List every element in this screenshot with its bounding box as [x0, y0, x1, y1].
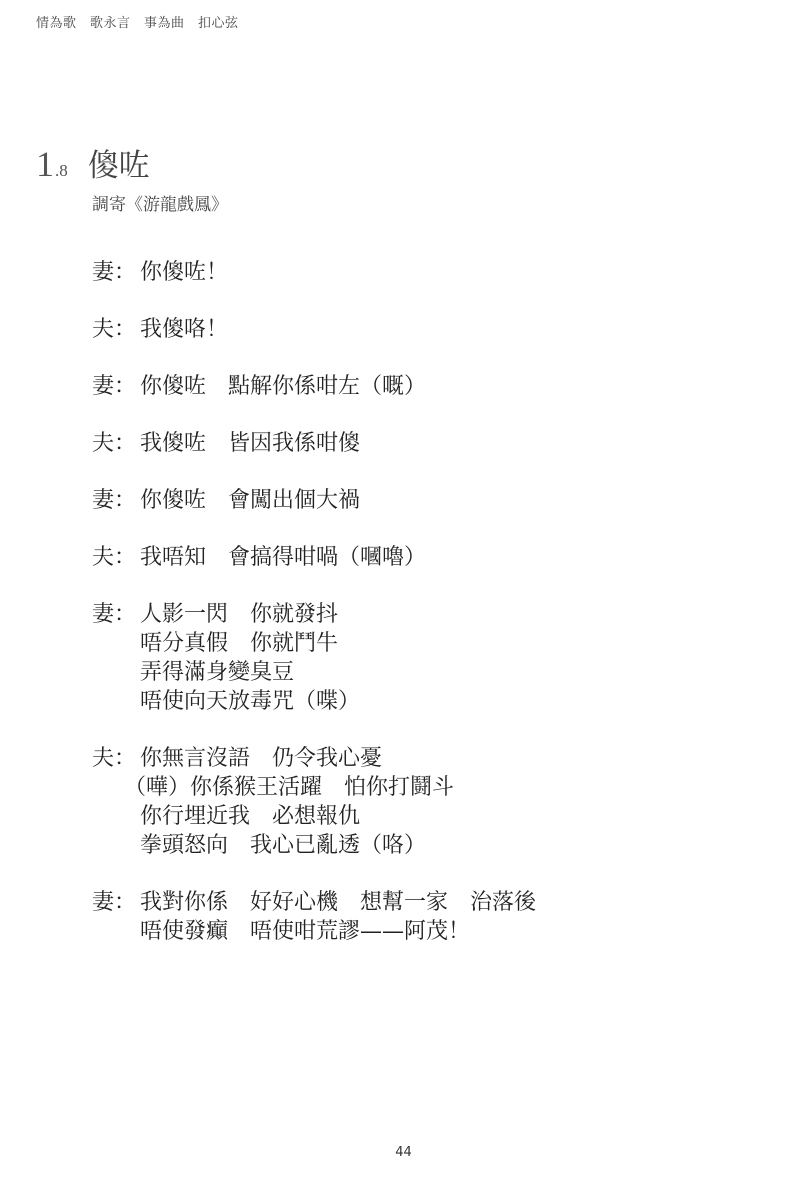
stanza	[92, 486, 772, 515]
song-subtitle: 調寄《游龍戲鳳》	[92, 195, 228, 215]
stanza	[92, 258, 772, 287]
stanza	[92, 429, 772, 458]
lyric-line: 你無言沒語 仍令我心憂	[140, 746, 383, 771]
lyric-line: 你傻咗！	[140, 260, 229, 285]
section-number: 1	[36, 144, 54, 184]
lyric-line: 我傻咗 皆因我係咁傻	[140, 431, 361, 456]
speaker-label: 妻：	[92, 260, 137, 285]
lyric-line: 你傻咗 點解你係咁左（嘅）	[140, 374, 427, 399]
stanza	[92, 600, 772, 716]
speaker-label: 妻：	[92, 602, 137, 627]
lyric-line: 我對你係 好好心機 想幫一家 治落後	[140, 890, 537, 915]
lyric-line: 唔分真假 你就鬥牛	[140, 631, 339, 656]
page-number: 44	[395, 1145, 412, 1160]
stanza	[92, 744, 772, 860]
lyric-line: 人影一閃 你就發抖	[140, 602, 339, 627]
stanza	[92, 315, 772, 344]
lyric-line: （嘩）你係猴王活躍 怕你打鬪斗	[124, 775, 455, 800]
speaker-label: 夫：	[92, 317, 137, 342]
section-sub-number: .8	[55, 161, 68, 180]
running-header: 情為歌 歌永言 事為曲 扣心弦	[36, 16, 239, 31]
lyric-line: 弄得滿身變臭豆	[140, 660, 295, 685]
lyric-line: 你傻咗 會闖出個大禍	[140, 488, 361, 513]
speaker-label: 妻：	[92, 890, 137, 915]
speaker-label: 夫：	[92, 431, 137, 456]
speaker-label: 夫：	[92, 746, 137, 771]
section-heading	[36, 140, 150, 185]
stanza	[92, 543, 772, 572]
lyrics	[92, 258, 772, 974]
stanza	[92, 372, 772, 401]
lyric-line: 唔使向天放毒咒（喋）	[140, 689, 361, 714]
speaker-label: 妻：	[92, 488, 137, 513]
speaker-label: 妻：	[92, 374, 137, 399]
lyric-line: 我傻咯！	[140, 317, 229, 342]
lyric-line: 唔使發癲 唔使咁荒謬——阿茂！	[140, 919, 471, 944]
lyric-line: 我唔知 會搞得咁喎（嘓嚕）	[140, 545, 427, 570]
song-title: 傻咗	[87, 148, 150, 184]
speaker-label: 夫：	[92, 545, 137, 570]
lyric-line: 拳頭怒向 我心已亂透（咯）	[140, 833, 427, 858]
lyric-line: 你行埋近我 必想報仇	[140, 804, 361, 829]
stanza	[92, 888, 772, 946]
